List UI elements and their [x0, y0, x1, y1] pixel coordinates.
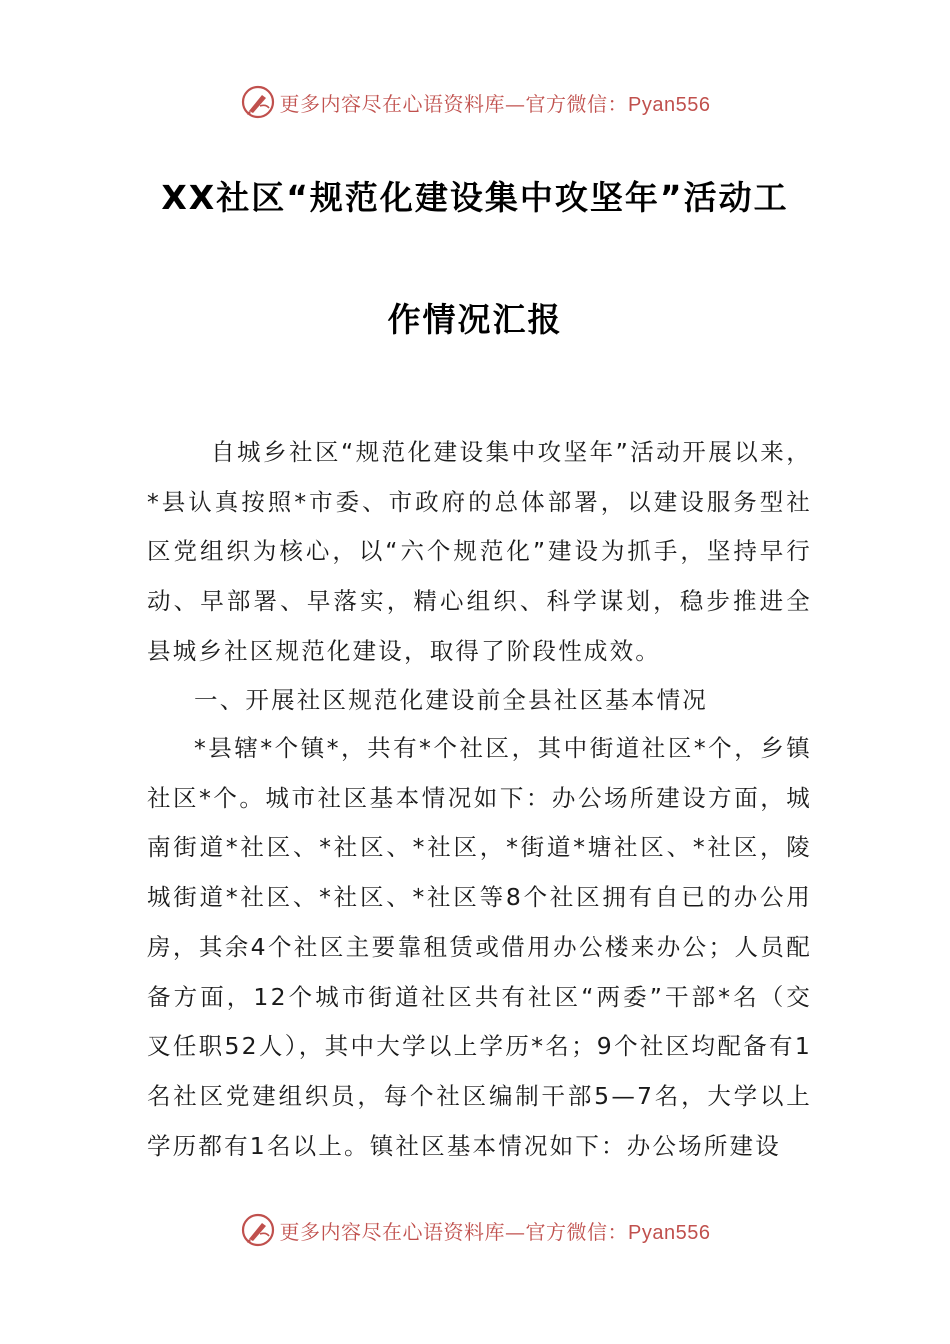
footer-banner: [0, 1210, 950, 1250]
banner-text: 更多内容尽在心语资料库—官方微信：Pyan556: [279, 91, 711, 116]
header-banner: [0, 82, 950, 122]
pen-logo-icon: [240, 1212, 276, 1248]
document-title-line-2: 作情况汇报: [387, 300, 563, 339]
wechat-id: Pyan556: [628, 1221, 711, 1244]
paragraph-basic-info: *县辖*个镇*，共有*个社区，其中街道社区*个，乡镇社区*个。城市社区基本情况如下：办公场所建设方面，城南街道*社区、*社区、*社区，*街道*塘社区、*社区，陵城街道*社区、*社区、*社区等8个社区拥有自已的办公用房，其余4个社区主要靠租赁或借用办公楼来办公；人员配备方面，12个城市街道社区共有社区“两委”干部*名（交叉任职52人），其中大学以上学历*名；9个社区均配备有1名社区党建组织员，每个社区编制干部5—7名，大学以上学历都有1名以上。镇社区基本情况如下：办公场所建设: [147, 734, 812, 1160]
banner-text: 更多内容尽在心语资料库—官方微信：Pyan556: [279, 1219, 711, 1244]
document-title-line-1: XX社区“规范化建设集中攻坚年”活动工: [161, 178, 789, 217]
pen-logo-icon: [240, 84, 276, 120]
paragraph-intro: 自城乡社区“规范化建设集中攻坚年”活动开展以来，*县认真按照*市委、市政府的总体部署，以建设服务型社区党组织为核心，以“六个规范化”建设为抓手，坚持早行动、早部署、早落实，精心组织、科学谋划，稳步推进全县城乡社区规范化建设，取得了阶段性成效。: [147, 438, 812, 665]
section-heading: 一、开展社区规范化建设前全县社区基本情况: [194, 686, 708, 714]
wechat-id: Pyan556: [628, 93, 711, 116]
